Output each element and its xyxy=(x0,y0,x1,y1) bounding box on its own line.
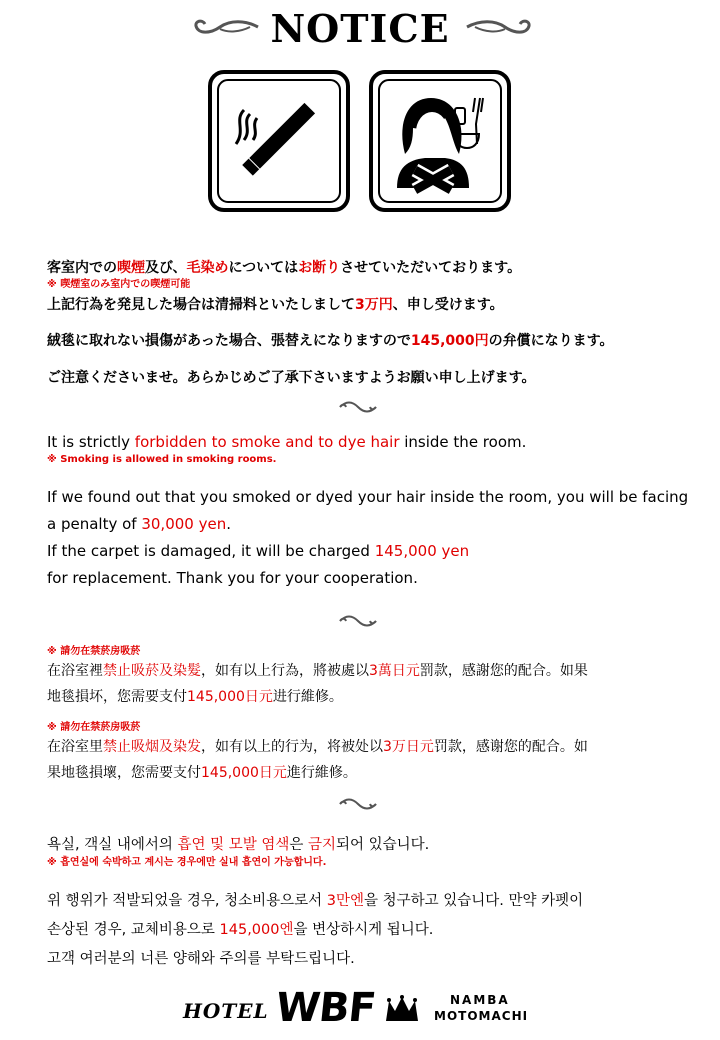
ko-text: 되어 있습니다. xyxy=(336,837,430,853)
jp-line-2 xyxy=(47,294,504,314)
zh-text: 果地毯損壞，您需要支付 xyxy=(47,765,201,781)
jp-text: の弁償になります。 xyxy=(488,333,614,349)
zh-text: 地毯損坏，您需要支付 xyxy=(47,689,187,705)
ko-line-2 xyxy=(47,889,583,910)
page-title: NOTICE xyxy=(270,6,450,51)
zh-simp-line-1 xyxy=(47,736,588,756)
ko-forbidden: 금지 xyxy=(308,837,337,853)
jp-text: 絨毯に取れない損傷があった場合、張替えになりますので xyxy=(47,333,411,349)
ko-note: ※ 흡연실에 숙박하고 계시는 경우에만 실내 흡연이 가능합니다. xyxy=(47,857,327,868)
ko-text: 을 청구하고 있습니다. 만약 카펫이 xyxy=(364,893,584,909)
zh-simp-note: ※ 請勿在禁菸房吸菸 xyxy=(47,722,141,733)
jp-hair-dye: 毛染め xyxy=(186,260,229,276)
zh-prohibition: 禁止吸烟及染发 xyxy=(103,739,201,755)
ko-line-4: 고객 여러분의 너른 양해와 주의를 부탁드립니다. xyxy=(47,951,355,967)
jp-text: 及び、 xyxy=(145,260,187,276)
jp-note: ※ 喫煙室のみ室内での喫煙可能 xyxy=(47,279,191,290)
ko-fine: 3만엔 xyxy=(326,893,365,909)
crown-icon xyxy=(384,995,420,1023)
zh-text: ，如有以上的行为，将被处以 xyxy=(201,739,383,755)
no-smoking-sign xyxy=(208,70,350,212)
zh-text: 在浴室裡 xyxy=(47,663,103,679)
en-line-2: If we found out that you smoked or dyed your hair inside the room, you will be facing xyxy=(47,488,689,506)
logo-hotel-text: HOTEL xyxy=(183,999,269,1023)
zh-carpet-fee: 145,000日元 xyxy=(187,689,273,705)
ko-prohibition: 흡연 및 모발 염색 xyxy=(177,837,290,853)
zh-simp-line-2 xyxy=(47,762,357,782)
en-fine: 30,000 yen xyxy=(141,515,227,533)
jp-fine: 3万円 xyxy=(355,297,393,313)
section-divider xyxy=(338,615,378,627)
zh-text: 罚款，感谢您的配合。如 xyxy=(433,739,588,755)
jp-text: 客室内での xyxy=(47,260,117,276)
jp-carpet-fee: 145,000円 xyxy=(410,333,489,349)
section-divider xyxy=(338,798,378,810)
en-prohibition: forbidden to smoke and to dye hair xyxy=(134,433,400,451)
section-divider xyxy=(338,401,378,413)
zh-text: 进行維修。 xyxy=(272,689,343,705)
ko-text: 위 행위가 적발되었을 경우, 청소비용으로서 xyxy=(47,893,327,909)
right-flourish-ornament xyxy=(465,16,535,38)
en-carpet-fee: 145,000 yen xyxy=(374,542,470,560)
logo-area-line-1: NAMBA xyxy=(450,993,510,1007)
ko-text: 을 변상하시게 됩니다. xyxy=(293,922,434,938)
zh-prohibition: 禁止吸菸及染髮 xyxy=(103,663,201,679)
zh-trad-line-2 xyxy=(47,686,343,706)
jp-text: させていただいております。 xyxy=(340,260,522,276)
zh-text: ，如有以上行為，將被處以 xyxy=(201,663,369,679)
no-smoking-icon xyxy=(222,84,336,198)
no-hair-dye-icon xyxy=(383,84,497,198)
ko-text: 욕실, 객실 내에서의 xyxy=(47,837,178,853)
jp-line-3 xyxy=(47,330,614,350)
en-line-1 xyxy=(47,433,526,451)
zh-text: 在浴室里 xyxy=(47,739,103,755)
ko-text: 손상된 경우, 교체비용으로 xyxy=(47,922,220,938)
zh-text: 罰款，感謝您的配合。如果 xyxy=(419,663,588,679)
en-note: ※ Smoking is allowed in smoking rooms. xyxy=(47,454,277,465)
logo-brand-text: WBF xyxy=(273,985,378,1031)
en-text: inside the room. xyxy=(399,433,527,451)
logo-area-line-2: MOTOMACHI xyxy=(434,1009,529,1023)
zh-trad-note: ※ 請勿在禁菸房吸菸 xyxy=(47,646,141,657)
ko-text: 은 xyxy=(289,837,309,853)
jp-smoking: 喫煙 xyxy=(117,260,145,276)
zh-trad-line-1 xyxy=(47,660,588,680)
zh-text: 進行維修。 xyxy=(286,765,357,781)
en-line-5: for replacement. Thank you for your cooperation. xyxy=(47,569,418,587)
ko-line-1 xyxy=(47,833,429,854)
ko-carpet-fee: 145,000엔 xyxy=(219,922,294,938)
zh-fine: 3万日元 xyxy=(383,739,434,755)
jp-text: については xyxy=(228,260,299,276)
zh-fine: 3萬日元 xyxy=(369,663,420,679)
jp-line-4: ご注意くださいませ。あらかじめご了承下さいますようお願い申し上げます。 xyxy=(47,370,536,386)
jp-refusal: お断り xyxy=(298,260,341,276)
jp-text: 、申し受けます。 xyxy=(392,297,504,313)
hotel-logo xyxy=(0,985,720,1035)
en-line-3 xyxy=(47,515,231,533)
en-text: It is strictly xyxy=(47,433,135,451)
jp-line-1 xyxy=(47,257,521,277)
zh-carpet-fee: 145,000日元 xyxy=(201,765,287,781)
en-text: If the carpet is damaged, it will be charged xyxy=(47,542,375,560)
en-text: . xyxy=(226,515,231,533)
jp-text: 上記行為を発見した場合は清掃料といたしまして xyxy=(47,297,355,313)
ko-line-3 xyxy=(47,918,433,939)
en-line-4 xyxy=(47,542,469,560)
en-text: a penalty of xyxy=(47,515,142,533)
no-hair-dye-sign xyxy=(369,70,511,212)
